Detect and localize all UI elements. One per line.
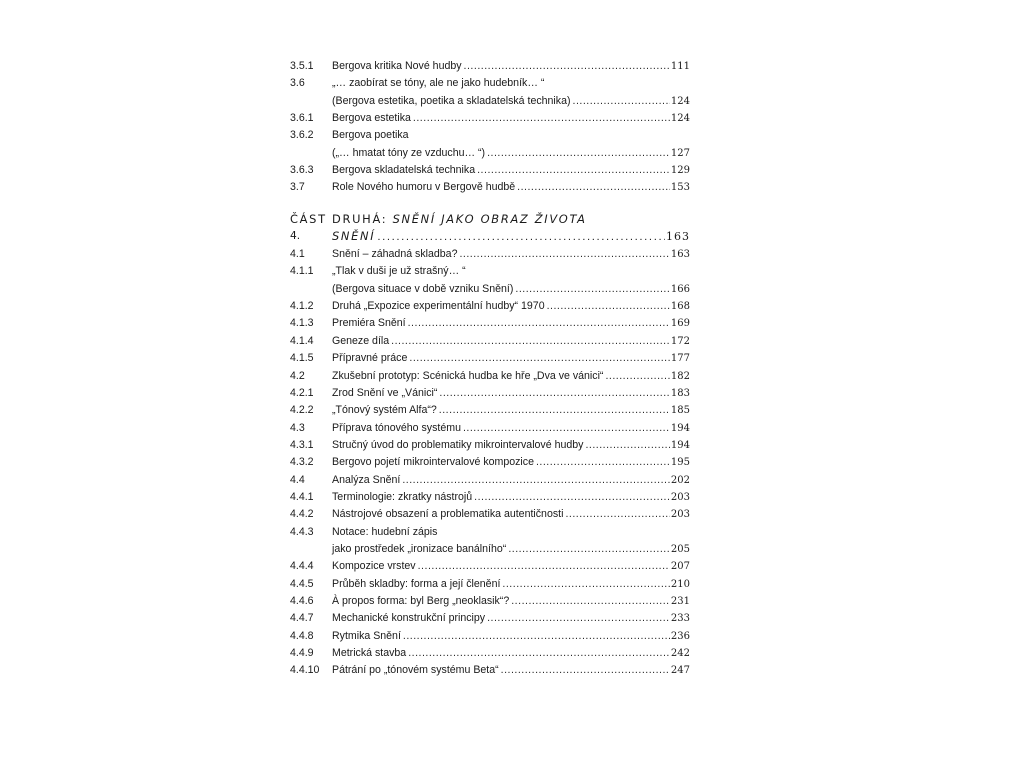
toc-entry-title: (Bergova estetika, poetika a skladatelská technika) (332, 94, 571, 107)
toc-entry-page: 203 (670, 509, 690, 521)
toc-entry[interactable] (290, 593, 690, 610)
toc-entry-title: Druhá „Expozice experimentální hudby“ 1970 (332, 300, 545, 313)
toc-entry[interactable] (290, 110, 690, 127)
toc-entry[interactable] (290, 315, 690, 332)
dot-leader (377, 229, 665, 246)
toc-entry-page: 185 (670, 405, 690, 417)
dot-leader (403, 628, 670, 645)
toc-entry-page: 166 (670, 283, 690, 295)
toc-entry-page: 124 (670, 113, 690, 125)
toc-entry-title: Role Nového humoru v Bergově hudbě (332, 181, 516, 194)
toc-entry[interactable] (290, 127, 690, 162)
toc-entry-title: Terminologie: zkratky nástrojů (332, 490, 473, 503)
toc-entry-page: 195 (670, 457, 690, 469)
dot-leader (501, 662, 670, 679)
toc-entry-page: 205 (670, 543, 690, 555)
toc-entry-page: 124 (670, 95, 690, 107)
toc-entry[interactable] (290, 58, 690, 75)
toc-entry-title: Přípravné práce (332, 352, 408, 365)
dot-leader (517, 179, 670, 196)
toc-entry-page: 210 (670, 578, 690, 590)
toc-entry[interactable] (290, 402, 690, 419)
dot-leader (477, 162, 670, 179)
dot-leader (439, 385, 670, 402)
toc-entry[interactable] (290, 454, 690, 471)
dot-leader (402, 472, 670, 489)
toc-entry[interactable] (290, 385, 690, 402)
toc-entry-page: 163 (666, 229, 690, 243)
toc-entry-number: 4.4.1 (290, 490, 314, 503)
dot-leader (502, 576, 669, 593)
toc-entry[interactable] (290, 524, 690, 559)
dot-leader (511, 593, 670, 610)
toc-entry-number: 4.4.6 (290, 594, 314, 607)
toc-entry-number: 4.4.7 (290, 612, 314, 625)
dot-leader (418, 558, 670, 575)
toc-entry[interactable] (290, 576, 690, 593)
toc-entry-page: 183 (670, 387, 690, 399)
table-of-contents (290, 58, 690, 680)
toc-entry-page: 242 (670, 648, 690, 659)
toc-entry[interactable] (290, 368, 690, 385)
toc-entry-page: 194 (670, 439, 690, 451)
toc-entry-number: 4.4.10 (290, 664, 320, 677)
toc-entry-title: Rytmika Snění (332, 629, 401, 642)
toc-entry-number: 4.4.5 (290, 577, 314, 590)
toc-entry-number: 4.2.2 (290, 404, 314, 417)
toc-entry-title: Nástrojové obsazení a problematika autentičnosti (332, 508, 564, 521)
toc-entry-title: Stručný úvod do problematiky mikrointervalové hudby (332, 438, 584, 451)
dot-leader (391, 333, 670, 350)
toc-entry-title: Zrod Snění ve „Vánici“ (332, 386, 438, 399)
toc-entry[interactable] (290, 506, 690, 523)
toc-entry[interactable] (290, 246, 690, 263)
toc-entry-page: 163 (670, 249, 690, 261)
dot-leader (474, 489, 670, 506)
dot-leader (464, 58, 670, 75)
dot-leader (463, 420, 670, 437)
toc-entry-number: 4.1.4 (290, 334, 314, 347)
toc-entry-page: 203 (670, 491, 690, 503)
toc-entry-title: Metrická stavba (332, 647, 407, 659)
dot-leader (605, 368, 669, 385)
toc-entry-number: 3.6.2 (290, 129, 314, 142)
toc-entry[interactable] (290, 628, 690, 645)
toc-entry-number: 4.4.8 (290, 629, 314, 642)
toc-entry[interactable] (290, 350, 690, 367)
toc-entry-page: 247 (670, 665, 690, 677)
toc-entry[interactable] (290, 489, 690, 506)
toc-entry-page: 236 (670, 630, 690, 642)
toc-entry[interactable] (290, 179, 690, 196)
toc-entry-number: 4.2.1 (290, 386, 314, 399)
toc-entry-number: 4.1 (290, 248, 305, 261)
toc-entry-number: 4.4.2 (290, 508, 314, 521)
toc-entry[interactable] (290, 645, 690, 662)
toc-entry-page: 168 (670, 301, 690, 313)
toc-entry-title: „… zaobírat se tóny, ale ne jako hudebník… “ (332, 77, 545, 90)
toc-entry-number: 3.6 (290, 77, 305, 90)
dot-leader (439, 402, 670, 419)
toc-entry-title: Kompozice vrstev (332, 560, 416, 573)
toc-entry-title: Snění – záhadná skladba? (332, 248, 458, 261)
toc-entry-number: 3.5.1 (290, 60, 314, 72)
toc-entry-number: 3.7 (290, 181, 305, 194)
toc-entry-title: À propos forma: byl Berg „neoklasik“? (332, 594, 510, 607)
toc-entry-number: 4.2 (290, 369, 305, 382)
toc-entry-page: 202 (670, 474, 690, 486)
toc-entry-number: 4.4.4 (290, 560, 314, 573)
toc-entry-title: Bergovo pojetí mikrointervalové kompozice (332, 456, 534, 469)
toc-entry-title: Bergova skladatelská technika (332, 164, 476, 177)
dot-leader (508, 541, 670, 558)
dot-leader (536, 454, 670, 471)
toc-entry-page: 231 (670, 595, 690, 607)
toc-entry-page: 177 (670, 353, 690, 365)
toc-entry-number: 4.4.3 (290, 525, 314, 538)
toc-entry[interactable] (290, 610, 690, 627)
toc-entry[interactable] (290, 263, 690, 298)
dot-leader (515, 281, 670, 298)
toc-entry[interactable] (290, 420, 690, 437)
toc-entry-number: 4.4.9 (290, 647, 314, 659)
part-heading (290, 211, 690, 228)
toc-entry-page: 194 (670, 422, 690, 434)
toc-entry-title: Geneze díla (332, 334, 390, 347)
toc-entry-title: „Tlak v duši je už strašný… “ (332, 265, 466, 278)
toc-entry-number: 4.1.5 (290, 352, 314, 365)
toc-entry-page: 111 (670, 61, 690, 72)
toc-entry-title: Bergova kritika Nové hudby (332, 60, 462, 72)
toc-entry[interactable] (290, 162, 690, 179)
toc-entry-number: 4.3 (290, 421, 305, 434)
toc-entry-number: 4.4 (290, 473, 305, 486)
toc-entry-page: 153 (670, 182, 690, 194)
dot-leader (408, 645, 670, 662)
part-heading-prefix: ČÁST DRUHÁ: (290, 211, 393, 226)
toc-entry-title: SNĚNÍ (332, 228, 376, 243)
toc-entry-page: 207 (670, 561, 690, 573)
toc-entry-number: 4.1.2 (290, 300, 314, 313)
toc-entry-title: Bergova estetika (332, 112, 411, 125)
dot-leader (547, 298, 670, 315)
toc-entry-page: 233 (670, 613, 690, 625)
toc-entry-title: Analýza Snění (332, 473, 401, 486)
toc-entry[interactable] (290, 437, 690, 454)
toc-entry[interactable] (290, 298, 690, 315)
toc-entry[interactable] (290, 662, 690, 679)
toc-section-part-one (290, 58, 690, 197)
dot-leader (487, 145, 670, 162)
toc-entry-title: jako prostředek „ironizace banálního“ (332, 542, 507, 555)
toc-chapter-entry[interactable] (290, 228, 690, 246)
dot-leader (487, 610, 670, 627)
toc-entry-number: 4.3.1 (290, 438, 314, 451)
dot-leader (413, 110, 670, 127)
part-heading-title: SNĚNÍ JAKO OBRAZ ŽIVOTA (392, 211, 587, 226)
toc-entry-title: (Bergova situace v době vzniku Snění) (332, 282, 514, 295)
toc-entry-page: 172 (670, 335, 690, 347)
toc-entry-number: 4. (290, 229, 301, 242)
toc-entry-title: „Tónový systém Alfa“? (332, 404, 437, 417)
dot-leader (573, 93, 670, 110)
dot-leader (459, 246, 669, 263)
toc-entry-title: Notace: hudební zápis (332, 525, 438, 538)
toc-entry-page: 182 (670, 370, 690, 382)
toc-entry-title: Pátrání po „tónovém systému Beta“ (332, 664, 499, 677)
toc-entry-number: 4.3.2 (290, 456, 314, 469)
toc-entry-title: Bergova poetika (332, 129, 409, 142)
toc-entry-title: („… hmatat tóny ze vzduchu… “) (332, 146, 486, 159)
toc-entry-number: 4.1.1 (290, 265, 314, 278)
toc-entry-title: Premiéra Snění (332, 317, 406, 330)
dot-leader (585, 437, 669, 454)
toc-entry[interactable] (290, 333, 690, 350)
toc-entry-number: 4.1.3 (290, 317, 314, 330)
toc-entry[interactable] (290, 472, 690, 489)
toc-entry[interactable] (290, 75, 690, 110)
toc-entry[interactable] (290, 558, 690, 575)
toc-section-part-two (290, 246, 690, 680)
toc-entry-page: 129 (670, 165, 690, 177)
dot-leader (565, 506, 669, 523)
toc-entry-title: Mechanické konstrukční principy (332, 612, 486, 625)
toc-entry-title: Průběh skladby: forma a její členění (332, 577, 501, 590)
toc-entry-title: Zkušební prototyp: Scénická hudba ke hře „Dva ve vánici“ (332, 369, 604, 382)
dot-leader (409, 350, 670, 367)
toc-entry-page: 127 (670, 147, 690, 159)
toc-entry-title: Příprava tónového systému (332, 421, 461, 434)
toc-entry-number: 3.6.3 (290, 164, 314, 177)
toc-entry-page: 169 (670, 318, 690, 330)
toc-entry-number: 3.6.1 (290, 112, 314, 125)
dot-leader (408, 315, 670, 332)
